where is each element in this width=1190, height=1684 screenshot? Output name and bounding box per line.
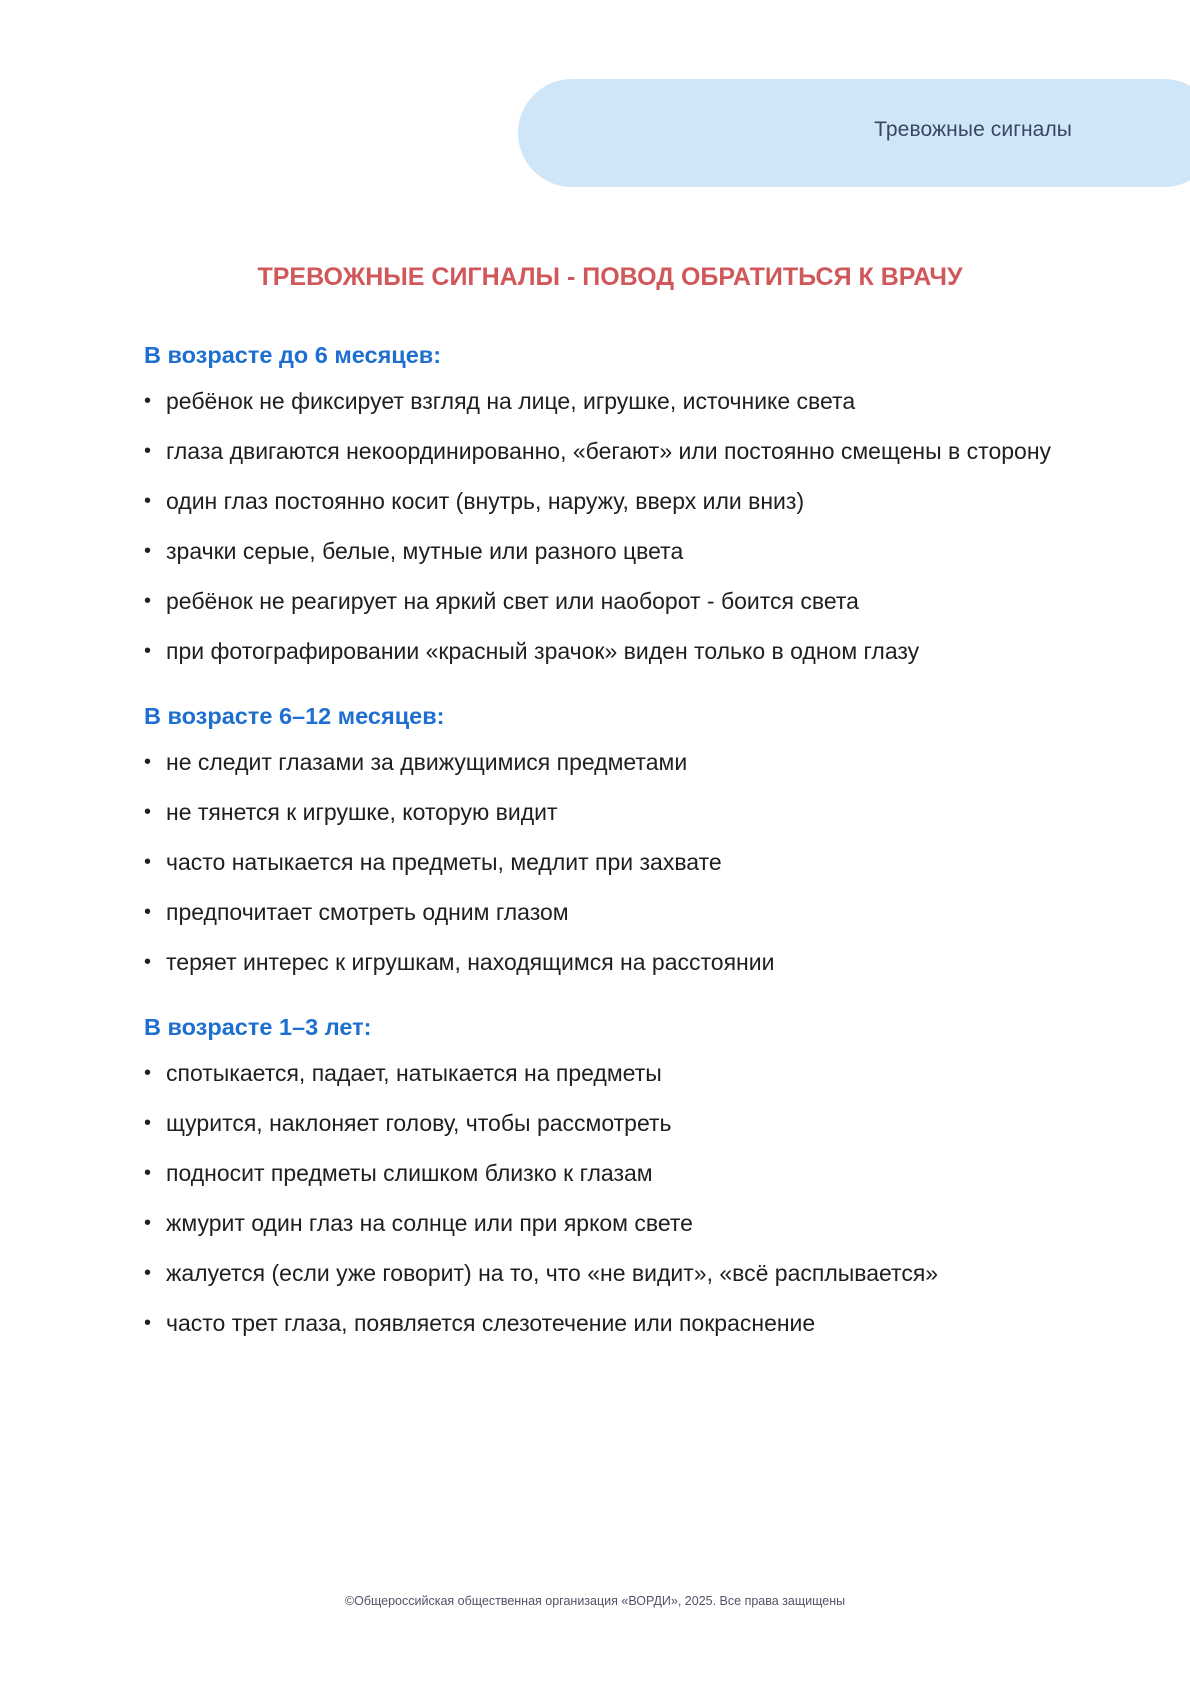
section-1-3-years: [144, 1010, 1074, 1341]
bullet-icon: •: [144, 801, 152, 823]
bullet-icon: •: [144, 490, 152, 512]
list-item: [144, 1206, 1074, 1241]
list-item: [144, 945, 1074, 980]
bullet-icon: •: [144, 640, 152, 662]
bullet-icon: •: [144, 440, 152, 462]
list-item-text: предпочитает смотреть одним глазом: [166, 899, 569, 925]
signal-list: [144, 384, 1074, 669]
list-item: [144, 1156, 1074, 1191]
list-item: [144, 434, 1074, 469]
section-title: В возрасте 1–3 лет:: [144, 1014, 372, 1040]
list-item: [144, 745, 1074, 780]
list-item-text: при фотографировании «красный зрачок» виден только в одном глазу: [166, 638, 920, 664]
page-title: ТРЕВОЖНЫЕ СИГНАЛЫ - ПОВОД ОБРАТИТЬСЯ К ВРАЧУ: [257, 263, 963, 291]
list-item-text: глаза двигаются некоординированно, «бегают» или постоянно смещены в сторону: [166, 438, 1052, 464]
list-item: [144, 1306, 1074, 1341]
list-item: [144, 534, 1074, 569]
content: [144, 338, 1074, 1371]
list-item-text: один глаз постоянно косит (внутрь, наружу, вверх или вниз): [166, 488, 805, 514]
list-item: [144, 384, 1074, 419]
header-title: Тревожные сигналы: [874, 118, 1072, 141]
list-item: [144, 1256, 1074, 1291]
signal-list: [144, 745, 1074, 980]
copyright-footer: ©Общероссийская общественная организация «ВОРДИ», 2025. Все права защищены: [344, 1594, 846, 1608]
list-item: [144, 484, 1074, 519]
bullet-icon: •: [144, 1062, 152, 1084]
bullet-icon: •: [144, 590, 152, 612]
list-item: [144, 845, 1074, 880]
list-item-text: часто трет глаза, появляется слезотечение или покраснение: [166, 1310, 816, 1336]
bullet-icon: •: [144, 1212, 152, 1234]
bullet-icon: •: [144, 751, 152, 773]
list-item-text: часто натыкается на предметы, медлит при захвате: [166, 849, 722, 875]
bullet-icon: •: [144, 901, 152, 923]
list-item: [144, 584, 1074, 619]
section-title: В возрасте до 6 месяцев:: [144, 342, 442, 368]
list-item-text: ребёнок не фиксирует взгляд на лице, игрушке, источнике света: [166, 388, 856, 414]
list-item-text: не следит глазами за движущимися предметами: [166, 749, 688, 775]
bullet-icon: •: [144, 951, 152, 973]
list-item-text: спотыкается, падает, натыкается на предметы: [166, 1060, 662, 1086]
section-title: В возрасте 6–12 месяцев:: [144, 703, 445, 729]
bullet-icon: •: [144, 390, 152, 412]
bullet-icon: •: [144, 540, 152, 562]
signal-list: [144, 1056, 1074, 1341]
bullet-icon: •: [144, 1112, 152, 1134]
list-item: [144, 895, 1074, 930]
list-item-text: жмурит один глаз на солнце или при ярком свете: [166, 1210, 693, 1236]
list-item-text: подносит предметы слишком близко к глазам: [166, 1160, 653, 1186]
header-banner: [518, 79, 1190, 187]
list-item-text: зрачки серые, белые, мутные или разного цвета: [166, 538, 684, 564]
section-6-12-months: [144, 699, 1074, 980]
section-under-6-months: [144, 338, 1074, 669]
list-item-text: теряет интерес к игрушкам, находящимся на расстоянии: [166, 949, 775, 975]
list-item: [144, 634, 1074, 669]
bullet-icon: •: [144, 1162, 152, 1184]
bullet-icon: •: [144, 851, 152, 873]
list-item: [144, 795, 1074, 830]
list-item: [144, 1056, 1074, 1091]
list-item-text: не тянется к игрушке, которую видит: [166, 799, 558, 825]
bullet-icon: •: [144, 1262, 152, 1284]
list-item-text: щурится, наклоняет голову, чтобы рассмотреть: [166, 1110, 672, 1136]
list-item: [144, 1106, 1074, 1141]
list-item-text: жалуется (если уже говорит) на то, что «не видит», «всё расплывается»: [166, 1260, 939, 1286]
list-item-text: ребёнок не реагирует на яркий свет или наоборот - боится света: [166, 588, 859, 614]
bullet-icon: •: [144, 1312, 152, 1334]
